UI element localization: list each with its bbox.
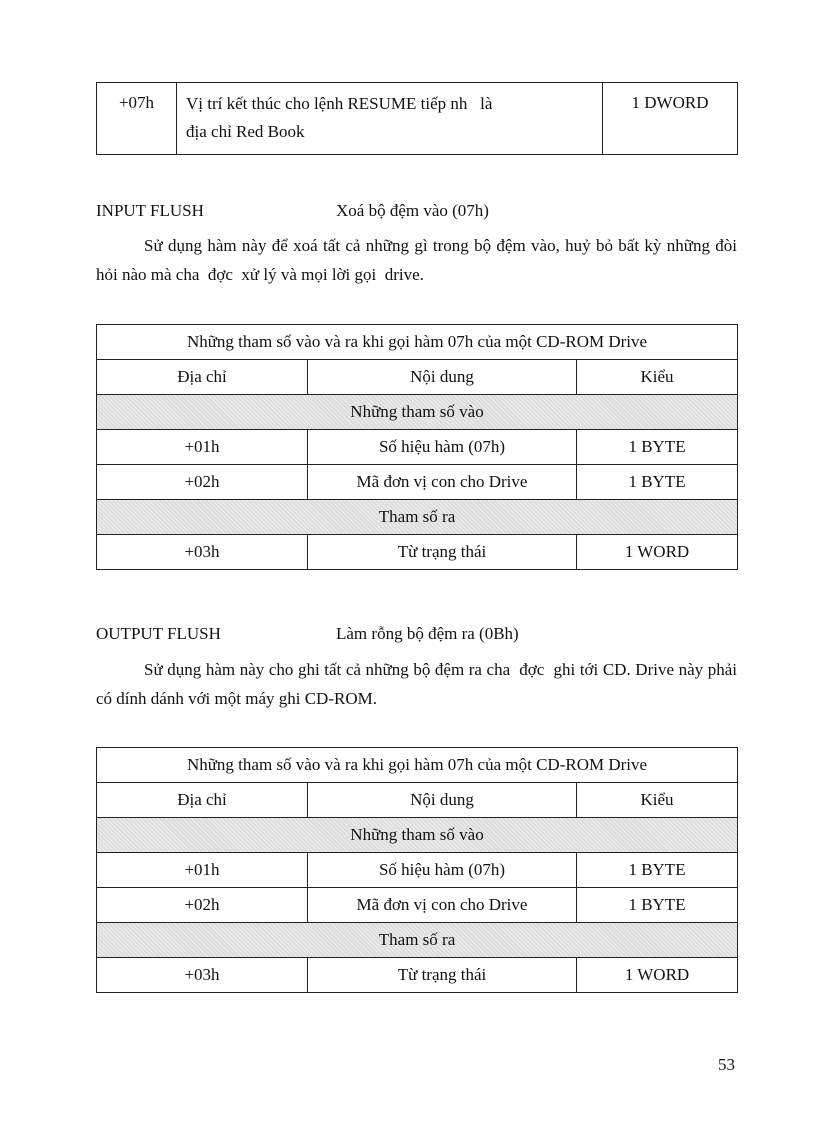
- table-row: [97, 888, 738, 923]
- table2-cell: +01h: [97, 853, 308, 888]
- table2-cell: +03h: [97, 958, 308, 993]
- top-table-offset: +07h: [97, 83, 177, 155]
- table-row: [97, 430, 738, 465]
- table2-caption: Những tham số vào và ra khi gọi hàm 07h của một CD-ROM Drive: [97, 748, 738, 783]
- table2-cell: Mã đơn vị con cho Drive: [308, 888, 577, 923]
- table1-header-type: Kiểu: [577, 360, 738, 395]
- table1-header-address: Địa chỉ: [97, 360, 308, 395]
- table2-cell: 1 BYTE: [577, 888, 738, 923]
- table1-cell: 1 WORD: [577, 535, 738, 570]
- table2-input-label: Những tham số vào: [97, 818, 738, 853]
- table2-output-label: Tham số ra: [97, 923, 738, 958]
- table2-cell: Số hiệu hàm (07h): [308, 853, 577, 888]
- table1-caption: Những tham số vào và ra khi gọi hàm 07h của một CD-ROM Drive: [97, 325, 738, 360]
- table1-cell: Từ trạng thái: [308, 535, 577, 570]
- top-table: [96, 82, 738, 155]
- table1-input-label: Những tham số vào: [97, 395, 738, 430]
- table2-header-address: Địa chỉ: [97, 783, 308, 818]
- section1-paragraph: Sử dụng hàm này để xoá tất cả những gì trong bộ đệm vào, huỷ bỏ bất kỳ những đòi hỏi nào mà cha đợc xử lý và mọi lời gọi drive.: [96, 236, 742, 284]
- table1-cell: Mã đơn vị con cho Drive: [308, 465, 577, 500]
- section2-title: Làm rỗng bộ đệm ra (0Bh): [336, 624, 519, 643]
- section2-paragraph: Sử dụng hàm này cho ghi tất cả những bộ đệm ra cha đợc ghi tới CD. Drive này phải có dính dánh với một máy ghi CD-ROM.: [96, 660, 742, 708]
- table-row: [97, 465, 738, 500]
- table1-output-label: Tham số ra: [97, 500, 738, 535]
- section2-name: OUTPUT FLUSH: [96, 624, 221, 643]
- table2-header-content: Nội dung: [308, 783, 577, 818]
- top-table-desc-line2: địa chỉ Red Book: [186, 122, 305, 141]
- table1-cell: Số hiệu hàm (07h): [308, 430, 577, 465]
- top-table-type: 1 DWORD: [603, 83, 738, 155]
- section1-name: INPUT FLUSH: [96, 201, 204, 220]
- table2-cell: +02h: [97, 888, 308, 923]
- table1: [96, 324, 738, 570]
- table1-cell: 1 BYTE: [577, 465, 738, 500]
- table-row: [97, 535, 738, 570]
- table1-cell: +02h: [97, 465, 308, 500]
- table-row: [97, 853, 738, 888]
- section1-title: Xoá bộ đệm vào (07h): [336, 201, 489, 220]
- table1-cell: +01h: [97, 430, 308, 465]
- table2: [96, 747, 738, 993]
- page-number: 53: [718, 1055, 735, 1074]
- table2-cell: 1 WORD: [577, 958, 738, 993]
- table2-cell: Từ trạng thái: [308, 958, 577, 993]
- table2-cell: 1 BYTE: [577, 853, 738, 888]
- table1-header-content: Nội dung: [308, 360, 577, 395]
- table2-header-type: Kiểu: [577, 783, 738, 818]
- top-table-description: [177, 83, 603, 155]
- table-row: [97, 958, 738, 993]
- table1-cell: +03h: [97, 535, 308, 570]
- top-table-desc-line1: Vị trí kết thúc cho lệnh RESUME tiếp nh là: [186, 94, 493, 113]
- table1-cell: 1 BYTE: [577, 430, 738, 465]
